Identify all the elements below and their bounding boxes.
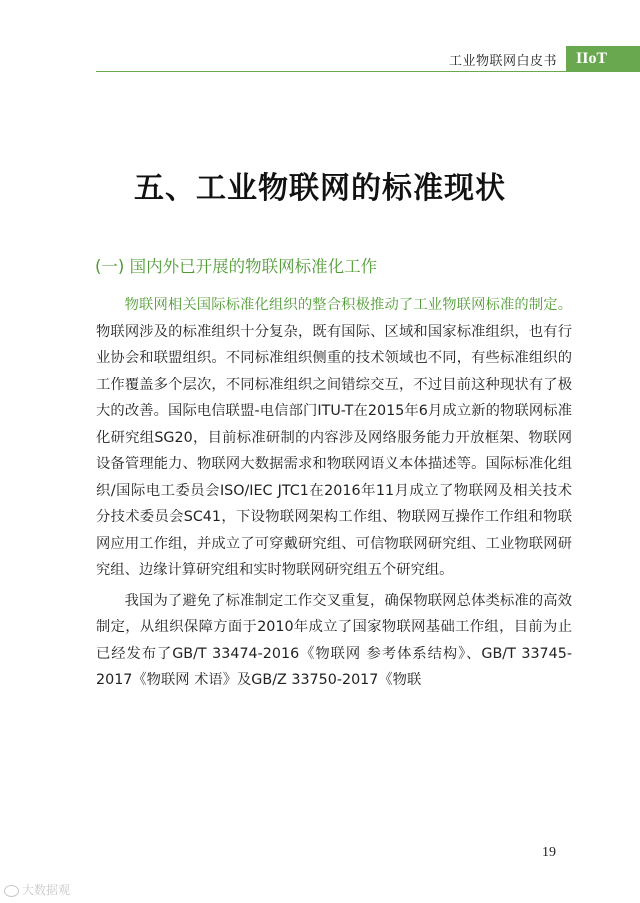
header-title: 工业物联网白皮书 — [448, 54, 557, 69]
paragraph-1-lead: 物联网相关国际标准化组织的整合积极推动了工业物联网标准的制定。 — [124, 297, 572, 313]
paragraph-1-text: 物联网涉及的标准组织十分复杂，既有国际、区域和国家标准组织，也有行业协会和联盟组织。不同标准组织侧重的技术领域也不同，有些标准组织的工作覆盖多个层次，不同标准组织之间错综交互，不过目前这种现状有了极大的改善。国际电信联盟-电信部门ITU-T在2015年6月成立新的物联网标准化研究组SG20，目前标准研制的内容涉及网络服务能力开放框架、物联网设备管理能力、物联网大数据需求和物联网语义本体描述等。国际标准化组织/国际电工委员会ISO/IEC JTC1在2016年11月成立了物联网及相关技术分技术委员会SC41，下设物联网架构工作组、物联网互操作工作组和物联网应用工作组，并成立了可穿戴研究组、可信物联网研究组、工业物联网研究组、边缘计算研究组和实时物联网研究组五个研究组。 — [96, 323, 572, 578]
watermark-text: 大数据观 — [22, 883, 71, 897]
section-heading: (一) 国内外已开展的物联网标准化工作 — [95, 257, 378, 276]
paragraph-2-text: 我国为了避免了标准制定工作交叉重复，确保物联网总体类标准的高效制定，从组织保障方面于2010年成立了国家物联网基础工作组，目前为止已经发布了GB/T 33474-2016《物联网 参考体系结构》、GB/T 33745-2017《物联网 术语》及GB/Z 33750-2017《物联 — [96, 592, 572, 688]
page-number: 19 — [542, 845, 556, 860]
paragraph-1 — [96, 292, 572, 584]
running-header — [0, 46, 640, 72]
watermark — [4, 881, 70, 898]
header-rule — [96, 71, 640, 72]
chapter-title: 五、工业物联网的标准现状 — [134, 171, 506, 206]
body-text — [96, 292, 572, 698]
header-badge: IIoT — [566, 46, 640, 71]
paragraph-2 — [96, 588, 572, 694]
weibo-icon — [4, 885, 19, 897]
